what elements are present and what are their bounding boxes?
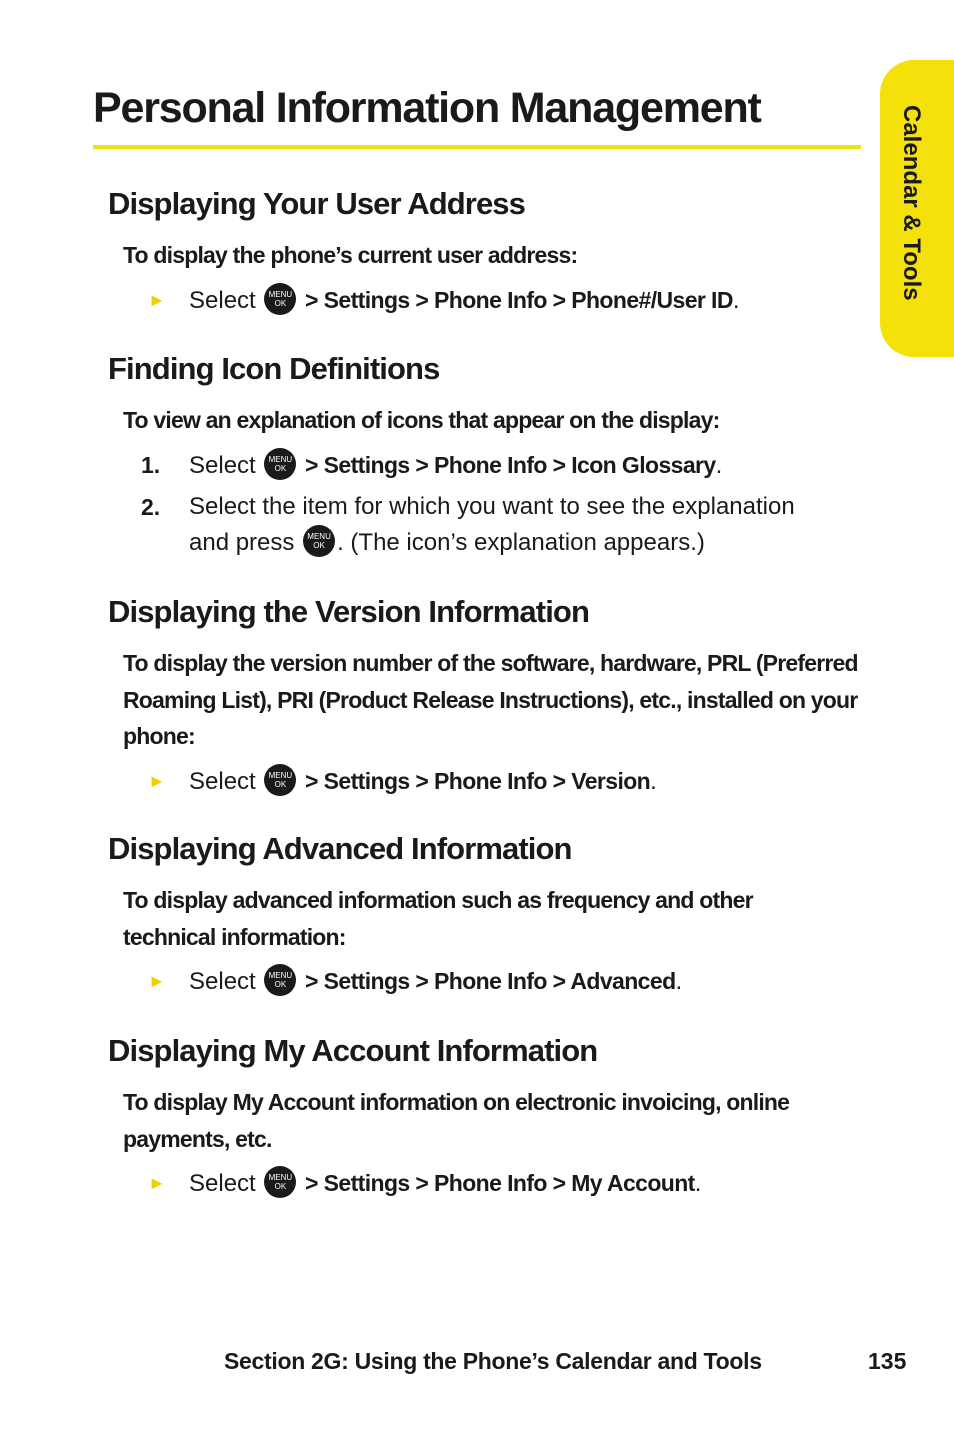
menu-path: > Settings > Phone Info > Icon Glossary (305, 451, 716, 478)
section-user-address (108, 185, 868, 319)
bullet-arrow-icon: ► (148, 770, 166, 791)
step: 1. Select MENU OK > Settings > Phone Info > Icon Glossary. (108, 447, 868, 484)
section-heading: Displaying Your User Address (108, 186, 525, 221)
section-heading: Finding Icon Definitions (108, 351, 440, 386)
section-intro: To display the version number of the software, hardware, PRL (Preferred Roaming List), PRI (Product Release Instructions), etc., installed on your phone: (123, 650, 858, 749)
page-number: 135 (868, 1348, 907, 1374)
step: ► Select MENU OK > Settings > Phone Info > My Account. (108, 1165, 868, 1202)
step: ► Select MENU OK > Settings > Phone Info > Advanced. (108, 963, 868, 1000)
step: ► Select MENU OK > Settings > Phone Info > Version. (108, 763, 868, 800)
step-text: . (The icon’s explanation appears.) (337, 528, 705, 556)
step: ► Select MENU OK > Settings > Phone Info > Phone#/User ID. (108, 282, 868, 319)
step-text: Select (189, 451, 256, 479)
step-text: Select (189, 286, 256, 314)
menu-path: > Settings > Phone Info > Phone#/User ID (305, 286, 733, 313)
section-heading: Displaying Advanced Information (108, 831, 572, 866)
section-intro: To view an explanation of icons that appear on the display: (123, 407, 720, 433)
section-version-information (108, 593, 868, 800)
section-icon-definitions (108, 350, 868, 561)
page-title: Personal Information Management (93, 84, 761, 132)
page-footer: Section 2G: Using the Phone’s Calendar and Tools (224, 1348, 762, 1374)
menu-ok-key-icon: MENU OK (303, 525, 335, 557)
menu-ok-key-icon: MENU OK (264, 964, 296, 996)
menu-ok-key-icon: MENU OK (264, 283, 296, 315)
title-rule (93, 145, 861, 149)
section-intro: To display the phone’s current user address: (123, 242, 578, 268)
menu-path: > Settings > Phone Info > Advanced (305, 968, 676, 994)
menu-ok-key-icon: MENU OK (264, 764, 296, 796)
step-text: Select (189, 1170, 256, 1197)
menu-ok-key-icon: MENU OK (264, 448, 296, 480)
section-intro: To display My Account information on electronic invoicing, online payments, etc. (123, 1089, 790, 1152)
section-advanced-information (108, 830, 868, 1000)
bullet-arrow-icon: ► (148, 971, 166, 991)
section-heading: Displaying My Account Information (108, 1033, 598, 1068)
step-text: Select (189, 767, 256, 795)
step-text: Select the item for which you want to see the explanation (189, 492, 795, 520)
menu-path: > Settings > Phone Info > My Account (305, 1170, 695, 1196)
step-number: 1. (141, 451, 161, 478)
bullet-arrow-icon: ► (148, 1173, 166, 1193)
bullet-arrow-icon: ► (148, 289, 166, 310)
section-my-account-information (108, 1032, 868, 1202)
step-text: and press (189, 528, 295, 556)
menu-ok-key-icon: MENU OK (264, 1166, 296, 1198)
side-tab-label: Calendar & Tools (898, 105, 925, 301)
step (108, 489, 868, 561)
step-number: 2. (141, 493, 161, 520)
section-heading: Displaying the Version Information (108, 594, 589, 629)
menu-path: > Settings > Phone Info > Version (305, 767, 651, 794)
section-intro: To display advanced information such as frequency and other technical information: (123, 887, 753, 950)
step-text: Select (189, 968, 256, 995)
